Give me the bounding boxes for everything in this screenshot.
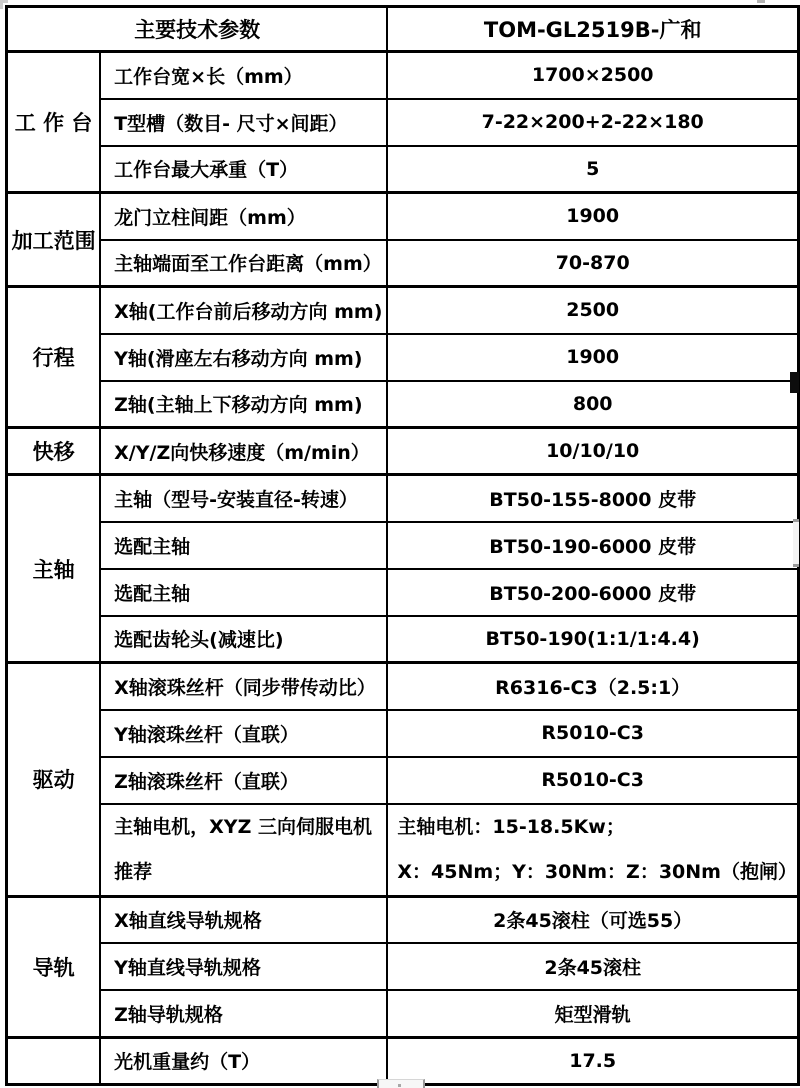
table-row (7, 475, 799, 522)
table-row (7, 193, 799, 240)
param-cell: Y轴滚珠丝杆（直联） (100, 710, 387, 757)
value-cell: R6316-C3（2.5:1） (387, 663, 798, 710)
value-cell: 7-22×200+2-22×180 (387, 99, 798, 146)
control-dot-icon (398, 1084, 401, 1087)
value-cell: BT50-155-8000 皮带 (387, 475, 798, 522)
page-corner-mark (0, 0, 3, 9)
table-row (7, 522, 799, 569)
value-cell: 1900 (387, 334, 798, 381)
param-cell: Y轴(滑座左右移动方向 mm) (100, 334, 387, 381)
group-label-spindle: 主轴 (7, 475, 101, 663)
param-cell: 选配齿轮头(减速比) (100, 616, 387, 663)
value-cell: R5010-C3 (387, 710, 798, 757)
spec-table (5, 5, 800, 1086)
table-row (7, 146, 799, 193)
value-cell: 800 (387, 381, 798, 428)
param-cell: Z轴(主轴上下移动方向 mm) (100, 381, 387, 428)
table-row (7, 943, 799, 990)
param-cell: 选配主轴 (100, 522, 387, 569)
table-row (7, 52, 799, 99)
param-cell: X轴滚珠丝杆（同步带传动比） (100, 663, 387, 710)
table-row (7, 381, 799, 428)
motor-spec-line: 主轴电机：15-18.5Kw； (397, 815, 625, 838)
scrollbar-fragment[interactable] (793, 519, 799, 567)
param-cell: 主轴（型号-安装直径-转速） (100, 475, 387, 522)
param-cell: X轴(工作台前后移动方向 mm) (100, 287, 387, 334)
param-cell: X轴直线导轨规格 (100, 896, 387, 943)
table-anchor-tick (757, 0, 765, 3)
table-row (7, 616, 799, 663)
header-model: TOM-GL2519B-广和 (387, 7, 798, 52)
table-row (7, 757, 799, 804)
value-cell: BT50-190-6000 皮带 (387, 522, 798, 569)
group-label-worktable: 工 作 台 (7, 52, 101, 193)
group-label-travel: 行程 (7, 287, 101, 428)
param-cell: 龙门立柱间距（mm） (100, 193, 387, 240)
group-label-empty (7, 1037, 101, 1084)
table-row (7, 99, 799, 146)
table-row (7, 804, 799, 897)
value-cell: 10/10/10 (387, 428, 798, 475)
table-row (7, 240, 799, 287)
selection-handle-icon[interactable] (790, 372, 799, 393)
group-label-drive: 驱动 (7, 663, 101, 897)
motor-spec-line: X：45Nm；Y：30Nm：Z：30Nm（抱闸） (397, 860, 797, 883)
param-cell: Z轴滚珠丝杆（直联） (100, 757, 387, 804)
param-cell: 主轴端面至工作台距离（mm） (100, 240, 387, 287)
value-cell: 矩型滑轨 (387, 990, 798, 1037)
value-cell: 70-870 (387, 240, 798, 287)
value-cell: R5010-C3 (387, 757, 798, 804)
table-bottom-control[interactable] (377, 1079, 425, 1088)
table-row (7, 334, 799, 381)
table-row (7, 7, 799, 52)
group-label-guideway: 导轨 (7, 896, 101, 1037)
table-row (7, 569, 799, 616)
value-cell: 1900 (387, 193, 798, 240)
header-params-title: 主要技术参数 (7, 7, 388, 52)
table-row (7, 710, 799, 757)
param-cell: 光机重量约（T） (100, 1037, 387, 1084)
table-row (7, 990, 799, 1037)
value-cell: 2条45滚柱（可选55） (387, 896, 798, 943)
group-label-rapid-feed: 快移 (7, 428, 101, 475)
param-cell: Z轴导轨规格 (100, 990, 387, 1037)
param-cell: 主轴电机，XYZ 三向伺服电机推荐 (100, 804, 387, 897)
value-cell-multiline (387, 804, 798, 897)
param-cell: 工作台宽×长（mm） (100, 52, 387, 99)
value-cell: BT50-200-6000 皮带 (387, 569, 798, 616)
value-cell: 5 (387, 146, 798, 193)
table-row (7, 896, 799, 943)
value-cell: BT50-190(1:1/1:4.4) (387, 616, 798, 663)
param-cell: 选配主轴 (100, 569, 387, 616)
value-cell: 2条45滚柱 (387, 943, 798, 990)
value-cell: 1700×2500 (387, 52, 798, 99)
param-cell: 工作台最大承重（T） (100, 146, 387, 193)
table-row (7, 1037, 799, 1084)
param-cell: Y轴直线导轨规格 (100, 943, 387, 990)
value-cell: 17.5 (387, 1037, 798, 1084)
param-cell: X/Y/Z向快移速度（m/min） (100, 428, 387, 475)
table-row (7, 287, 799, 334)
group-label-machining-range: 加工范围 (7, 193, 101, 287)
param-cell: T型槽（数目- 尺寸×间距） (100, 99, 387, 146)
table-row (7, 663, 799, 710)
value-cell: 2500 (387, 287, 798, 334)
table-row (7, 428, 799, 475)
